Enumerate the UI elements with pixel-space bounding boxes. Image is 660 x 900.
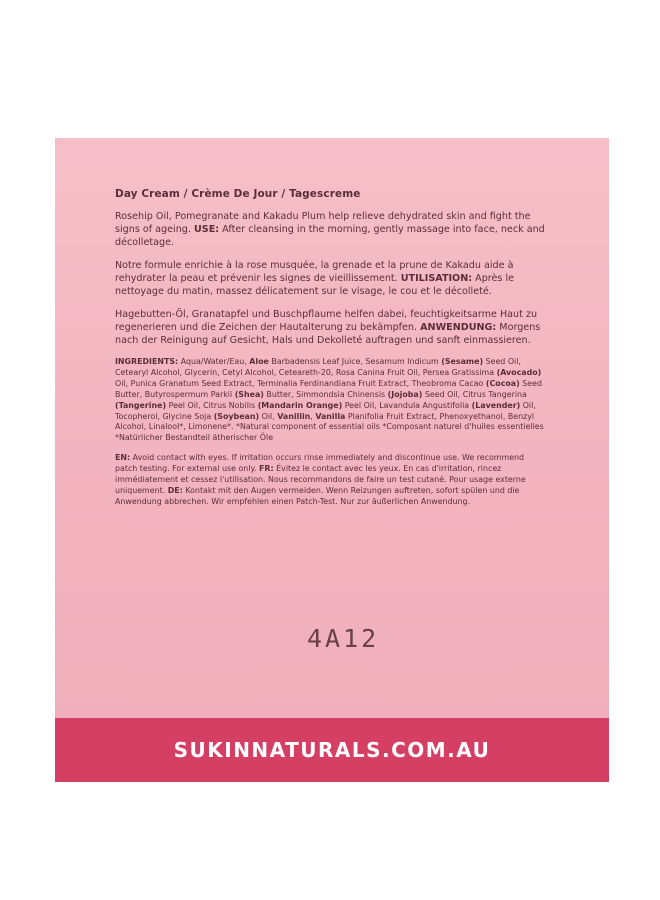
- batch-code: 4A12: [307, 624, 380, 653]
- anwendung-label: ANWENDUNG:: [420, 322, 497, 333]
- german-description: Hagebutten-Öl, Granatapfel und Buschpflaume helfen dabei, feuchtigkeitsarme Haut zu regenerieren und die Zeichen der Hautalterung zu bekämpfen. ANWENDUNG: Morgens nach der Reinigung auf Gesicht, Hals und Dekolleté auftragen und sanft einmassieren.: [115, 309, 541, 346]
- warnings-text: EN: Avoid contact with eyes. If irritation occurs rinse immediately and discontinue use. We recommend patch testing. For external use only. FR: Évitez le contact avec les yeux. En cas d'irritation, rincez immédiatement et cessez l'utilisation. Nous recommandons de faire un test cutané. Pour usage externe uniquement. DE: Kontakt mit den Augen vermeiden. Wenn Reizungen auftreten, sofort spülen und die Anwendung abbrechen. Wir empfehlen einen Patch-Test. Nur zur äußerlichen Anwendung.: [115, 453, 526, 506]
- french-description: Notre formule enrichie à la rose musquée, la grenade et la prune de Kakadu aide à rehydrater la peau et prévenir les signes de vieillissement. UTILISATION: Après le nettoyage du matin, massez délicatement sur le visage, le cou et le décolleté.: [115, 260, 515, 297]
- use-label: USE:: [194, 224, 220, 235]
- label-text-block: [115, 188, 545, 517]
- fr-label: FR:: [259, 464, 274, 474]
- de-label: DE:: [167, 485, 183, 495]
- en-label: EN:: [115, 453, 131, 463]
- ingredients-list: INGREDIENTS: Aqua/Water/Eau, Aloe Barbadensis Leaf Juice, Sesamum Indicum (Sesame) Seed Oil, Cetearyl Alcohol, Glycerin, Cetyl Alcohol, Ceteareth-20, Rosa Canina Fruit Oil, Persea Gratissima (Avocado) Oil, Punica Granatum Seed Extract, Terminalia Ferdinandiana Fruit Extract, Theobroma Cacao (Cocoa) Seed Butter, Butyrospermum Parkii (Shea) Butter, Simmondsia Chinensis (Jojoba) Seed Oil, Citrus Tangerina (Tangerine) Peel Oil, Citrus Nobilis (Mandarin Orange) Peel Oil, Lavandula Angustifolia (Lavender) Oil, Tocopherol, Glycine Soja (Soybean) Oil, Vanillin, Vanilla Planifolia Fruit Extract, Phenoxyethanol, Benzyl Alcohol, Linalool*, Limonene*. *Natural component of essential oils *Composant naturel d'huiles essentielles *Natürlicher Bestandteil ätherischer Öle: [115, 357, 544, 443]
- product-title: Day Cream / Crème De Jour / Tagescreme: [115, 188, 361, 200]
- ingredients-label: INGREDIENTS:: [115, 357, 179, 366]
- website-banner: [55, 718, 609, 782]
- website-url: SUKINNATURALS.COM.AU: [173, 738, 491, 762]
- english-description: Rosehip Oil, Pomegranate and Kakadu Plum help relieve dehydrated skin and fight the signs of ageing. USE: After cleansing in the morning, gently massage into face, neck and décolletage.: [115, 211, 545, 248]
- product-label-panel: [55, 138, 609, 782]
- utilisation-label: UTILISATION:: [400, 273, 473, 284]
